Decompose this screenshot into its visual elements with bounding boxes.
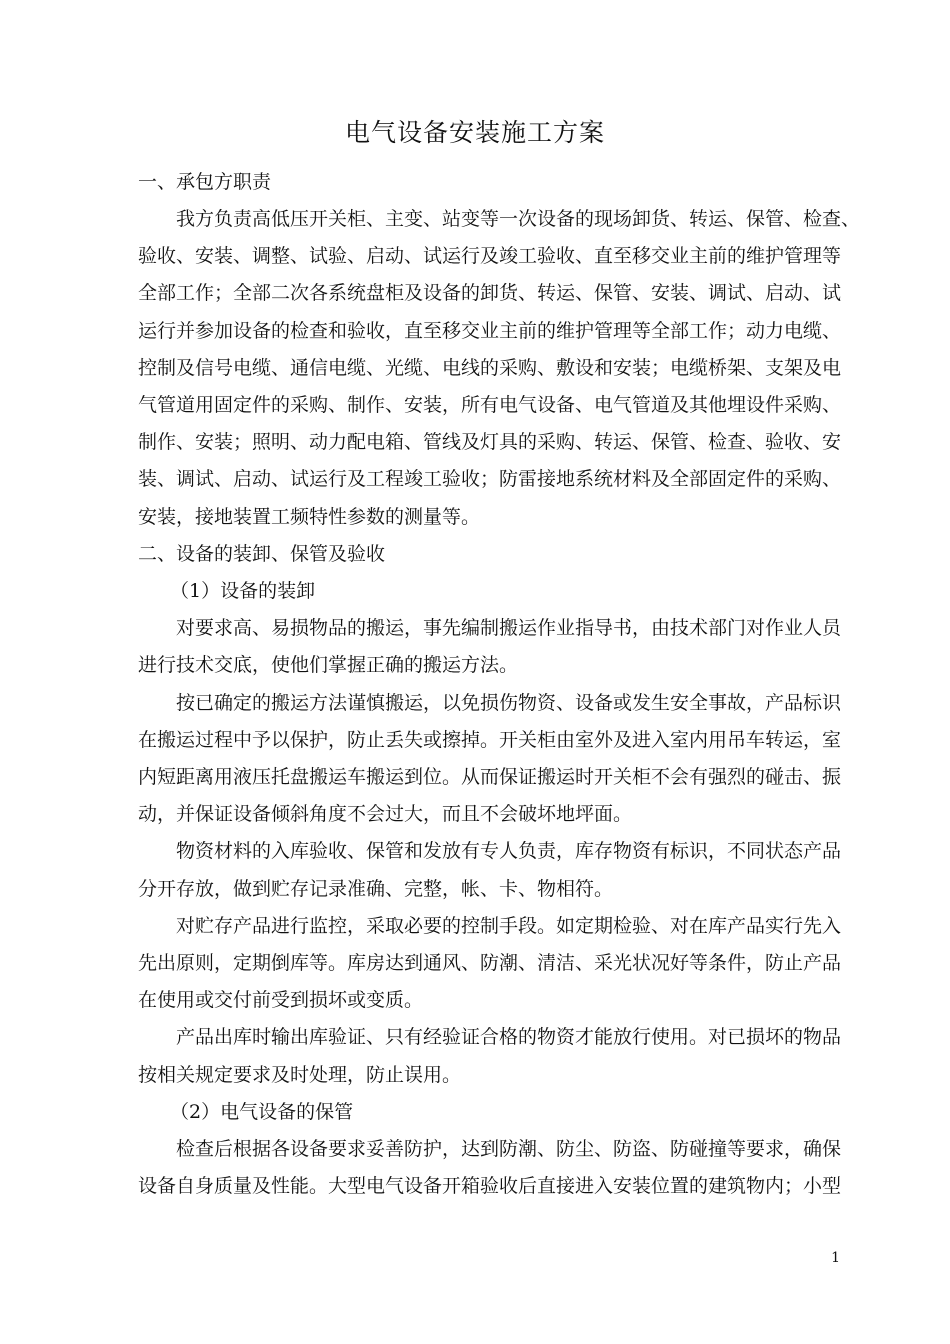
paragraph-line: 先出原则，定期倒库等。库房达到通风、防潮、清洁、采光状况好等条件，防止产品 <box>138 952 842 974</box>
paragraph-line: 对要求高、易损物品的搬运，事先编制搬运作业指导书，由技术部门对作业人员 <box>176 617 842 639</box>
paragraph-line: 按相关规定要求及时处理，防止误用。 <box>138 1064 462 1086</box>
subsection-heading-storage: （2）电气设备的保管 <box>170 1101 354 1123</box>
paragraph-line: 按已确定的搬运方法谨慎搬运，以免损伤物资、设备或发生安全事故，产品标识 <box>176 692 842 714</box>
paragraph-line: 全部工作；全部二次各系统盘柜及设备的卸货、转运、保管、安装、调试、启动、试 <box>138 282 842 304</box>
paragraph-line: 设备自身质量及性能。大型电气设备开箱验收后直接进入安装位置的建筑物内；小型 <box>138 1175 842 1197</box>
paragraph-line: 在使用或交付前受到损坏或变质。 <box>138 989 424 1011</box>
paragraph-line: 装、调试、启动、试运行及工程竣工验收；防雷接地系统材料及全部固定件的采购、 <box>138 468 842 490</box>
page-number: 1 <box>831 1250 840 1266</box>
paragraph-line: 控制及信号电缆、通信电缆、光缆、电线的采购、敷设和安装；电缆桥架、支架及电 <box>138 357 842 379</box>
section-heading-contractor-duties: 一、承包方职责 <box>138 171 272 193</box>
paragraph-line: 产品出库时输出库验证、只有经验证合格的物资才能放行使用。对已损坏的物品 <box>176 1026 842 1048</box>
document-title: 电气设备安装施工方案 <box>344 118 605 147</box>
paragraph-line: 物资材料的入库验收、保管和发放有专人负责，库存物资有标识，不同状态产品 <box>176 840 842 862</box>
paragraph-line: 安装，接地装置工频特性参数的测量等。 <box>138 506 481 528</box>
paragraph-line: 制作、安装；照明、动力配电箱、管线及灯具的采购、转运、保管、检查、验收、安 <box>138 431 842 453</box>
paragraph-line: 进行技术交底，使他们掌握正确的搬运方法。 <box>138 654 519 676</box>
paragraph-line: 动，并保证设备倾斜角度不会过大，而且不会破坏地坪面。 <box>138 803 633 825</box>
section-heading-equipment-handling: 二、设备的装卸、保管及验收 <box>138 543 386 565</box>
paragraph-line: 对贮存产品进行监控，采取必要的控制手段。如定期检验、对在库产品实行先入 <box>176 915 842 937</box>
subsection-heading-loading: （1）设备的装卸 <box>170 580 316 602</box>
paragraph-line: 气管道用固定件的采购、制作、安装，所有电气设备、电气管道及其他埋设件采购、 <box>138 394 842 416</box>
paragraph-line: 运行并参加设备的检查和验收，直至移交业主前的维护管理等全部工作；动力电缆、 <box>138 320 842 342</box>
paragraph-line: 内短距离用液压托盘搬运车搬运到位。从而保证搬运时开关柜不会有强烈的碰击、振 <box>138 766 842 788</box>
paragraph-line: 我方负责高低压开关柜、主变、站变等一次设备的现场卸货、转运、保管、检查、 <box>176 208 861 230</box>
paragraph-line: 分开存放，做到贮存记录准确、完整，帐、卡、物相符。 <box>138 878 614 900</box>
paragraph-line: 在搬运过程中予以保护，防止丢失或擦掉。开关柜由室外及进入室内用吊车转运，室 <box>138 729 842 751</box>
paragraph-line: 检查后根据各设备要求妥善防护，达到防潮、防尘、防盗、防碰撞等要求，确保 <box>176 1138 842 1160</box>
paragraph-line: 验收、安装、调整、试验、启动、试运行及竣工验收、直至移交业主前的维护管理等 <box>138 245 842 267</box>
